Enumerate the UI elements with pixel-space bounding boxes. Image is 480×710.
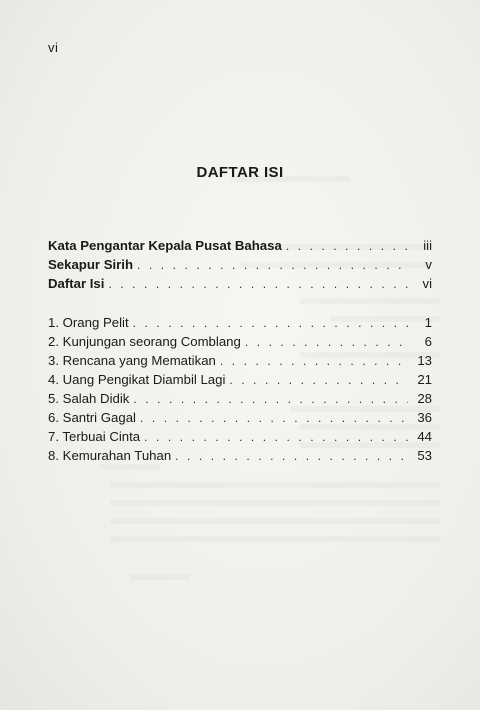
toc-entry-page: 21 — [417, 372, 432, 387]
dot-leader — [175, 449, 408, 463]
toc-entry-label: Kata Pengantar Kepala Pusat Bahasa — [48, 238, 282, 253]
toc-entry-label: 8. Kemurahan Tuhan — [48, 448, 172, 463]
dot-leader — [140, 411, 408, 425]
toc-entry[interactable] — [48, 276, 432, 295]
toc-entry[interactable] — [48, 429, 432, 448]
toc-entry-page: 36 — [417, 410, 432, 425]
toc-entry-label: 2. Kunjungan seorang Comblang — [48, 334, 241, 349]
toc-chapters — [48, 315, 432, 467]
toc-entry-label: 7. Terbuai Cinta — [48, 429, 141, 444]
dot-leader — [108, 277, 408, 291]
toc-front-matter — [48, 238, 432, 295]
toc-entry-label: Daftar Isi — [48, 276, 105, 291]
toc-entry-label: 3. Rencana yang Mematikan — [48, 353, 216, 368]
toc-entry-page: vi — [422, 276, 432, 291]
dot-leader — [245, 335, 408, 349]
toc-entry-page: 1 — [424, 315, 432, 330]
toc-entry[interactable] — [48, 257, 432, 276]
toc-entry-label: 5. Salah Didik — [48, 391, 130, 406]
toc-entry-label: 1. Orang Pelit — [48, 315, 129, 330]
toc-entry[interactable] — [48, 315, 432, 334]
toc-entry[interactable] — [48, 391, 432, 410]
dot-leader — [229, 373, 408, 387]
toc-entry-page: v — [425, 257, 432, 272]
dot-leader — [286, 239, 408, 253]
dot-leader — [137, 258, 408, 272]
toc-entry-page: 6 — [424, 334, 432, 349]
dot-leader — [133, 392, 408, 406]
toc-entry[interactable] — [48, 448, 432, 467]
toc-entry[interactable] — [48, 372, 432, 391]
toc-entry-page: 13 — [417, 353, 432, 368]
toc-entry[interactable] — [48, 410, 432, 429]
dot-leader — [133, 316, 408, 330]
dot-leader — [220, 354, 408, 368]
toc-entry-page: 44 — [417, 429, 432, 444]
toc-entry-label: Sekapur Sirih — [48, 257, 134, 272]
toc-entry-label: 6. Santri Gagal — [48, 410, 136, 425]
toc-entry-page: 28 — [417, 391, 432, 406]
toc-entry-page: iii — [423, 238, 432, 253]
dot-leader — [144, 430, 408, 444]
toc-entry[interactable] — [48, 353, 432, 372]
toc-entry-page: 53 — [417, 448, 432, 463]
page-title: DAFTAR ISI — [196, 164, 284, 181]
toc-entry[interactable] — [48, 334, 432, 353]
page-number: vi — [48, 40, 59, 55]
toc-entry[interactable] — [48, 238, 432, 257]
toc-entry-label: 4. Uang Pengikat Diambil Lagi — [48, 372, 226, 387]
